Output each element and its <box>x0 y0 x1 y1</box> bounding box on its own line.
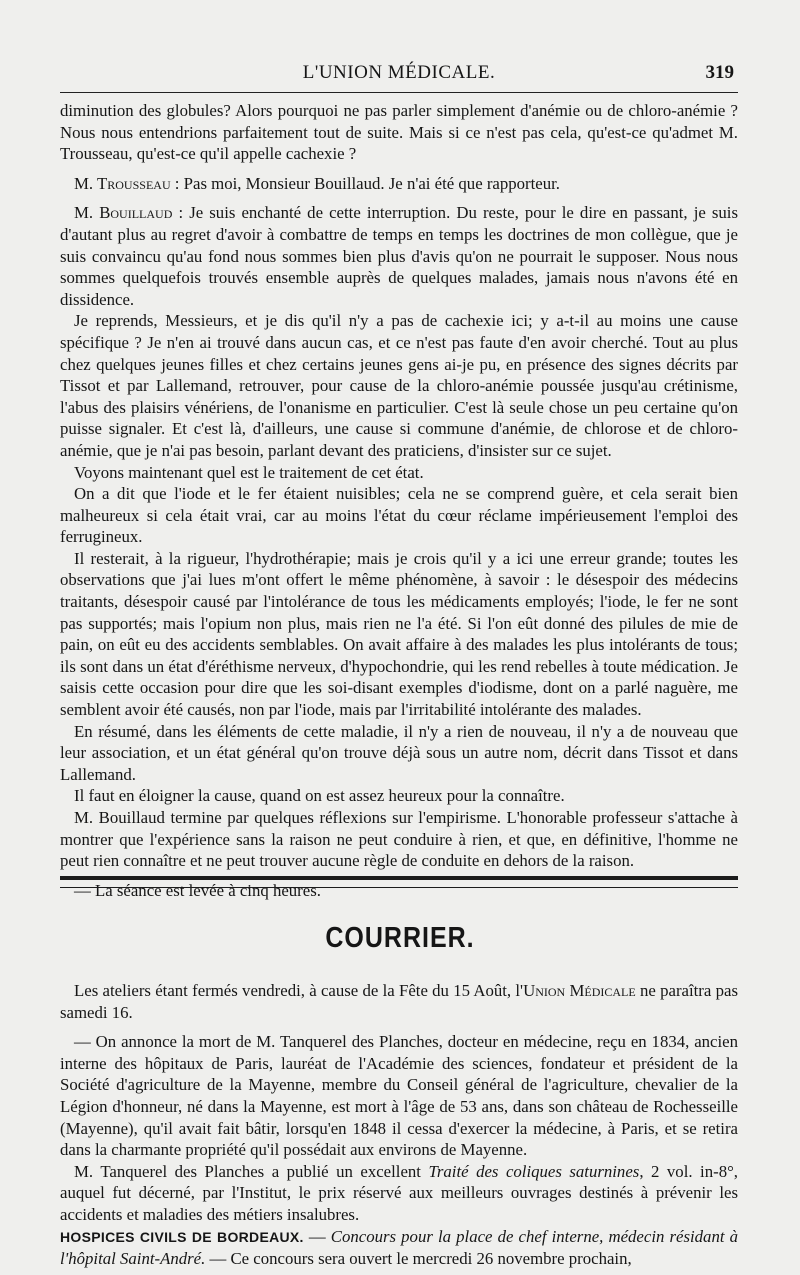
paragraph: Les ateliers étant fermés vendredi, à cause de la Fête du 15 Août, l'Union Médicale ne paraîtra pas samedi 16. <box>60 981 738 1022</box>
paragraph: Voyons maintenant quel est le traitement de cet état. <box>74 462 424 482</box>
session-closing: — La séance est levée à cinq heures. <box>74 880 321 900</box>
notice-heading: HOSPICES CIVILS DE BORDEAUX. <box>60 1228 304 1245</box>
paragraph <box>60 202 738 310</box>
notice-subject: Concours pour la place de chef interne, médecin résidant à l'hôpital Saint-André. <box>60 1226 738 1269</box>
section-title: COURRIER. <box>325 921 475 955</box>
book-title: Traité des coliques saturnines <box>428 1161 640 1181</box>
paragraph: diminution des globules? Alors pourquoi ne pas parler simplement d'anémie ou de chloro-anémie ? Nous nous entendrions parfaitement tout de suite. Mais si ce n'est pas cela, qu'est-ce qu'admet M. Trousseau, qu'est-ce qu'il appelle cachexie ? <box>60 101 738 164</box>
running-title: L'UNION MÉDICALE. <box>302 62 496 83</box>
paragraph: Il resterait, à la rigueur, l'hydrothérapie; mais je crois qu'il y a ici une erreur grande; toutes les observations que j'ai lues m'ont offert le même phénomène, à savoir : le désespoir des médecins traitants, désespoir causé par l'intolérance de tous les médicaments employés; l'iode, le fer ne sont pas supportés; mais l'opium non plus, mais rien ne l'a été. Si l'on eût donné des pilules de mie de pain, on eût eu des accidents semblables. On avait affaire à des malades les plus intolérants de tous; ils sont dans un état d'éréthisme nerveux, d'hypochondrie, qui les rend rebelles à toute médication. Je saisis cette occasion pour dire que les soi-disant exemples d'iodisme, dont on a parlé naguère, me semblent avoir été causés, non par l'iode, mais par l'irritabilité intolérante des malades. <box>60 548 738 720</box>
courrier-text <box>60 980 738 1270</box>
paragraph: En résumé, dans les éléments de cette maladie, il n'y a rien de nouveau, il n'y a de nouveau que leur association, et un état général qu'on trouve déjà sous un autre nom, décrit dans Tissot et dans Lallemand. <box>60 721 738 784</box>
paragraph: Il faut en éloigner la cause, quand on est assez heureux pour la connaître. <box>74 786 565 806</box>
page-number: 319 <box>705 62 734 83</box>
speech-text: : Pas moi, Monsieur Bouillaud. Je n'ai été que rapporteur. <box>170 173 560 193</box>
paragraph <box>60 173 738 195</box>
paragraph: M. Tanquerel des Planches a publié un excellent Traité des coliques saturnines, 2 vol. in-8°, auquel fut décerné, par l'Institut, le prix réservé aux meilleurs ouvrages destinés à prévenir les accidents et maladies des métiers insalubres. <box>60 1161 738 1224</box>
paragraph: Je reprends, Messieurs, et je dis qu'il n'y a pas de cachexie ici; y a-t-il au moins une cause spécifique ? Je n'en ai trouvé dans aucun cas, et ce n'est pas faute d'en avoir cherché. Tout au plus chez quelques jeunes filles et chez certains jeunes gens ai-je pu, en présence des signes décrits par Tissot et par Lallemand, retrouver, pour cause de la chloro-anémie poussée jusqu'au crétinisme, l'abus des plaisirs vénériens, de l'onanisme en particulier. C'est là seule chose un peu certaine qu'on puisse signaler. Et c'est là, d'ailleurs, une cause si commune d'anémie, de chlorose et de chloro-anémie, que je n'ai pas besoin, parlant devant des praticiens, d'insister sur ce sujet. <box>60 311 738 460</box>
speaker-name: M. Bouillaud <box>74 203 173 223</box>
paragraph: HOSPICES CIVILS DE BORDEAUX. — Concours pour la place de chef interne, médecin résidant à l'hôpital Saint-André. — Ce concours sera ouvert le mercredi 26 novembre prochain, <box>60 1226 738 1269</box>
paragraph: M. Bouillaud termine par quelques réflexions sur l'empirisme. L'honorable professeur s'attache à montrer que l'expérience sans la raison ne peut conduire à rien, et que, en définitive, l'homme ne peut rien connaître et ne peut trouver aucune règle de conduite en dehors de la raison. <box>60 808 738 871</box>
journal-name: Union Médicale <box>523 981 636 1000</box>
speech-text: : Je suis enchanté de cette interruption. Du reste, pour le dire en passant, je suis d'autant plus au regret d'avoir à combattre de temps en temps les doctrines de mon collègue, que je suis convaincu qu'au fond nous sommes bien plus d'avis qu'on ne pourrait le supposer. Nous nous sommes quelquefois trouvés ensemble auprès de quelques malades, jamais nous n'avons été en dissidence. <box>60 203 738 309</box>
debate-text <box>60 100 738 901</box>
page-header <box>60 58 738 93</box>
paragraph: — On annonce la mort de M. Tanquerel des Planches, docteur en médecine, reçu en 1834, ancien interne des hôpitaux de Paris, lauréat de l'Académie des sciences, fondateur et président de la Société d'agriculture de la Mayenne, membre du Conseil général de l'agriculture, chevalier de la Légion d'honneur, né dans la Mayenne, est mort à l'âge de 53 ans, dans son château de Rochesseille (Mayenne), qu'il avait fait bâtir, lorsqu'en 1848 il cessa d'exercer la médecine, à Paris, et se retira dans la charmante propriété qu'il possédait aux environs de Mayenne. <box>60 1032 738 1160</box>
speaker-name: M. Trousseau <box>74 173 171 193</box>
paragraph: On a dit que l'iode et le fer étaient nuisibles; cela ne se comprend guère, et cela serait bien malheureux si cela était vrai, car au moins l'état du cœur réclame impérieusement l'emploi des ferrugineux. <box>60 484 738 547</box>
section-divider <box>60 876 738 888</box>
